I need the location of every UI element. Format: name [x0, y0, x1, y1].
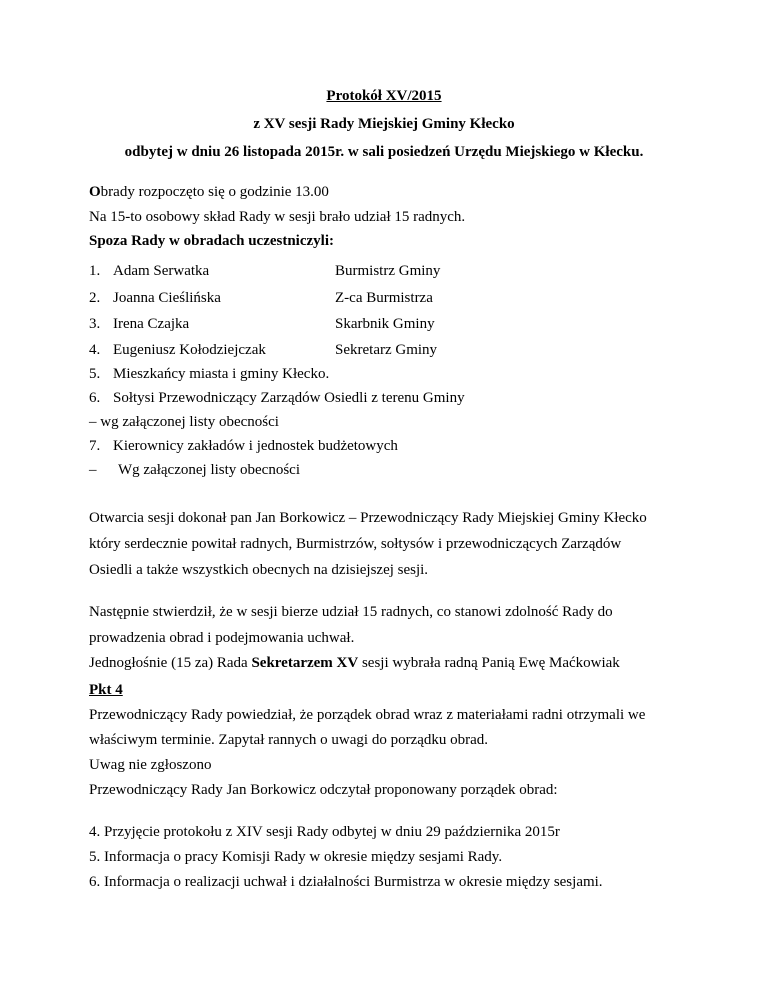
list-item: 6. Sołtysi Przewodniczący Zarządów Osiedli z terenu Gminy [89, 390, 465, 406]
guest-row: 2. Joanna Cieślińska Z-ca Burmistrza [89, 290, 433, 306]
body-line: Przewodniczący Rady powiedział, że porządek obrad wraz z materiałami radni otrzymali we [89, 707, 646, 723]
list-item: 5. Mieszkańcy miasta i gminy Kłecko. [89, 366, 330, 382]
agenda-item: 5. Informacja o pracy Komisji Rady w okresie między sesjami Rady. [89, 849, 503, 865]
body-line: Otwarcia sesji dokonał pan Jan Borkowicz – Przewodniczący Rady Miejskiej Gminy Kłecko [89, 510, 647, 526]
body-line: Przewodniczący Rady Jan Borkowicz odczytał proponowany porządek obrad: [89, 782, 558, 798]
guest-row: 4. Eugeniusz Kołodziejczak Sekretarz Gminy [89, 342, 438, 358]
body-line: Następnie stwierdził, że w sesji bierze udział 15 radnych, co stanowi zdolność Rady do [89, 604, 613, 620]
section-heading-pkt4: Pkt 4 [89, 682, 123, 698]
body-line: Uwag nie zgłoszono [89, 757, 212, 773]
secretary-line: Jednogłośnie (15 za) Rada Sekretarzem XV sesji wybrała radną Panią Ewę Maćkowiak [89, 655, 620, 671]
guest-row: 1. Adam Serwatka Burmistrz Gminy [89, 263, 441, 279]
document-place-date: odbytej w dniu 26 listopada 2015r. w sali posiedzeń Urzędu Miejskiego w Kłecku. [124, 144, 644, 160]
opening-line: Obrady rozpoczęto się o godzinie 13.00 [89, 184, 329, 200]
body-line: Osiedli a także wszystkich obecnych na dzisiejszej sesji. [89, 562, 429, 578]
document-title: Protokół XV/2015 [326, 88, 442, 104]
list-note: – Wg załączonej listy obecności [89, 462, 301, 478]
body-line: prowadzenia obrad i podejmowania uchwał. [89, 630, 355, 646]
list-item: 7. Kierownicy zakładów i jednostek budżetowych [89, 438, 398, 454]
agenda-item: 6. Informacja o realizacji uchwał i działalności Burmistrza w okresie między sesjami. [89, 874, 603, 890]
body-line: który serdecznie powitał radnych, Burmistrzów, sołtysów i przewodniczących Zarządów [89, 536, 622, 552]
document-subtitle: z XV sesji Rady Miejskiej Gminy Kłecko [253, 116, 515, 132]
guests-heading: Spoza Rady w obradach uczestniczyli: [89, 233, 334, 249]
list-note: – wg załączonej listy obecności [89, 414, 279, 430]
guest-row: 3. Irena Czajka Skarbnik Gminy [89, 316, 435, 332]
attendance-line: Na 15-to osobowy skład Rady w sesji brało udział 15 radnych. [89, 209, 466, 225]
agenda-item: 4. Przyjęcie protokołu z XIV sesji Rady odbytej w dniu 29 października 2015r [89, 824, 560, 840]
body-line: właściwym terminie. Zapytał rannych o uwagi do porządku obrad. [89, 732, 489, 748]
